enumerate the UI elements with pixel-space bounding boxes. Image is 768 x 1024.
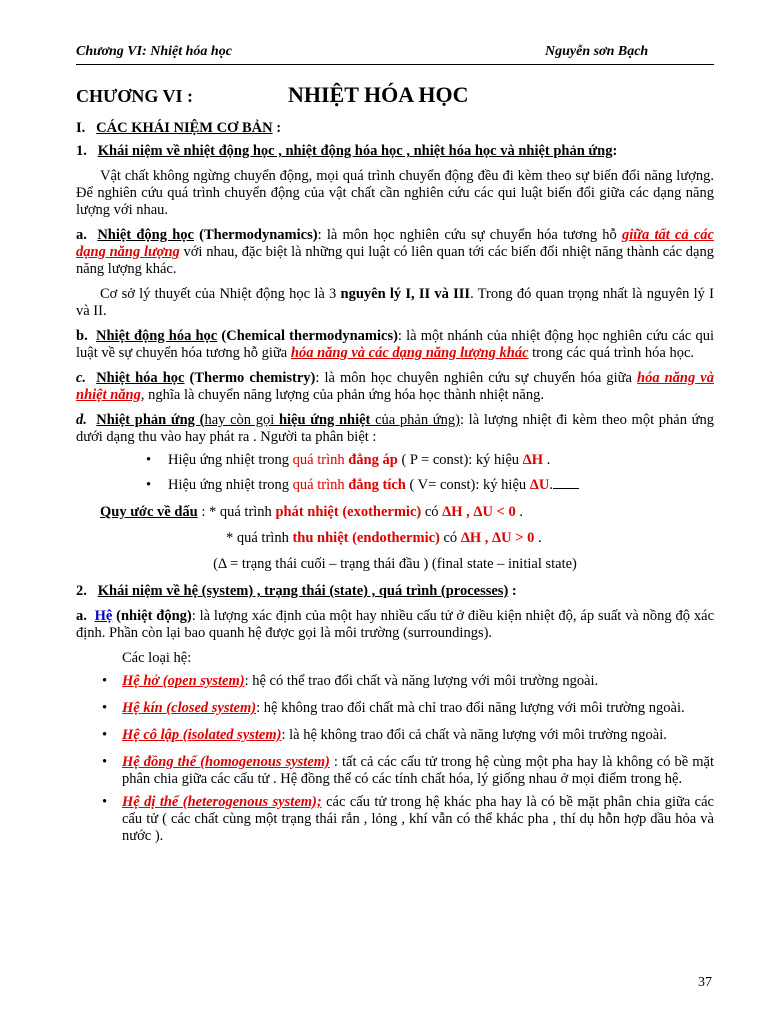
- chapter-title: [76, 82, 714, 114]
- text: : * quá trình: [197, 504, 276, 520]
- convention-label: Quy ước về dấu: [100, 504, 198, 520]
- section-title: CÁC KHÁI NIỆM CƠ BẢN: [96, 120, 273, 136]
- highlight-text: hóa năng và các dạng năng lượng khác: [290, 345, 529, 361]
- text: : là lượng nhiệt đi kèm theo một phản ứng dưới dạng thu vào hay phát ra . Người ta phân biệt :: [76, 412, 715, 445]
- text: .: [534, 530, 542, 546]
- system-type-term: Hệ hở (open system): [122, 673, 245, 689]
- red-bold-text: phát nhiệt (exothermic): [275, 504, 422, 520]
- item-colon: :: [612, 143, 618, 159]
- label-b: b.: [76, 328, 88, 344]
- bullet-icon: •: [102, 754, 108, 770]
- label-a: a.: [76, 227, 87, 243]
- term-chemical-thermodynamics: Nhiệt động hóa học: [96, 328, 218, 344]
- red-bold-text: đẳng áp: [348, 452, 398, 468]
- delta-note: (Δ = trạng thái cuối – trạng thái đầu ) (final state – initial state): [213, 556, 577, 572]
- text: .: [549, 477, 553, 493]
- bullet-icon: •: [146, 477, 152, 493]
- label-d: d.: [76, 412, 87, 428]
- bullet-icon: •: [102, 727, 108, 743]
- red-text: quá trình: [292, 477, 349, 493]
- highlight-text: hóa năng và nhiệt năng: [76, 370, 714, 403]
- section-suffix: :: [272, 120, 282, 136]
- text: , nghĩa là chuyển năng lượng của phản ứng hóa học thành nhiệt năng.: [140, 387, 544, 403]
- effect-item: [76, 477, 714, 494]
- sign-convention-line-2: [76, 530, 714, 547]
- item-title: Khái niệm về hệ (system) , trạng thái (state) , quá trình (processes): [97, 583, 509, 599]
- paragraph-a: [76, 227, 714, 278]
- item-number: 2.: [76, 583, 87, 599]
- paragraph-d: [76, 412, 714, 446]
- text: có: [421, 504, 443, 520]
- symbol: ΔH , ΔU < 0: [442, 504, 516, 520]
- text: : là một nhánh của nhiệt động học nghiên cứu các qui luật về sự chuyển hóa tương hỗ giữa: [76, 328, 714, 361]
- system-type-desc: : hệ có thể trao đổi chất và năng lượng với môi trường ngoài.: [244, 673, 599, 689]
- text: hay còn gọi: [204, 412, 279, 428]
- text: trong các quá trình hóa học.: [528, 345, 694, 361]
- term-system: Hệ: [94, 608, 113, 624]
- text: . Trong đó quan trọng nhất là nguyên lý I và II.: [76, 286, 714, 319]
- paragraph-b: [76, 328, 714, 362]
- system-type-term: Hệ đồng thể (homogenous system): [122, 754, 330, 770]
- effect-item: [76, 452, 714, 469]
- bullet-icon: •: [146, 452, 152, 468]
- bold-text: nguyên lý I, II và III: [340, 286, 471, 302]
- term-english: (Thermodynamics): [193, 227, 318, 243]
- page-number: 37: [698, 975, 712, 990]
- item-colon: :: [508, 583, 517, 599]
- text: : là môn học nghiên cứu sự chuyển hóa tương hỗ: [317, 227, 623, 243]
- text: * quá trình: [226, 530, 293, 546]
- item-title: Khái niệm về nhiệt động học , nhiệt động hóa học , nhiệt hóa học và nhiệt phản ứng: [97, 143, 613, 159]
- underline-rule: [553, 488, 579, 489]
- red-bold-text: thu nhiệt (endothermic): [292, 530, 440, 546]
- running-header: [76, 44, 714, 65]
- header-chapter: Chương VI: Nhiệt hóa học: [76, 44, 232, 59]
- section-heading-1: [76, 120, 714, 137]
- highlight-text: giữa tất cả các dạng năng lượng: [76, 227, 714, 260]
- main-content: [76, 82, 715, 845]
- paragraph-a2: [76, 286, 714, 320]
- intro-paragraph: Vật chất không ngừng chuyển động, mọi quá trình chuyển động đều đi kèm theo sự biến đổi năng lượng. Để nghiên cứu quá trình chuyển động của vật chất cần nghiên cứu các qui luật biến đổi giữa các dạng năng lượng với nhau.: [76, 168, 714, 218]
- system-type-item: [76, 700, 714, 717]
- text: Cơ sở lý thuyết của Nhiệt động học là 3: [100, 286, 341, 302]
- header-author: Nguyễn sơn Bạch: [545, 44, 649, 59]
- text: : là lượng xác định của một hay nhiều cấu tử ở điều kiện nhiệt độ, áp suất và nồng độ xác định. Phần còn lại bao quanh hệ được gọi là môi trường (surroundings).: [76, 608, 715, 641]
- term-thermochemistry: Nhiệt hóa học: [96, 370, 185, 386]
- chapter-label: CHƯƠNG VI :: [76, 86, 193, 106]
- system-type-term: Hệ dị thể (heterogenous system);: [122, 794, 322, 810]
- system-types-list: [76, 673, 714, 845]
- red-text: quá trình: [292, 452, 349, 468]
- text: .: [543, 452, 551, 468]
- section-number: I.: [76, 120, 86, 136]
- term-thermodynamics: Nhiệt động học: [97, 227, 194, 243]
- system-type-desc: : hệ không trao đổi chất mà chỉ trao đổi năng lượng với môi trường ngoài.: [256, 700, 685, 716]
- system-type-term: Hệ cô lập (isolated system): [122, 727, 282, 743]
- text: ( V= const): ký hiệu: [405, 477, 530, 493]
- text: của phản ứng): [370, 412, 460, 428]
- text: ( P = const): ký hiệu: [397, 452, 523, 468]
- term-english: (Chemical thermodynamics): [217, 328, 398, 344]
- bullet-icon: •: [102, 794, 108, 810]
- paragraph-c: [76, 370, 714, 404]
- system-type-item: [76, 727, 714, 744]
- system-types-intro: Các loại hệ:: [122, 650, 192, 666]
- system-type-term: Hệ kín (closed system): [122, 700, 257, 716]
- item-heading-2: [76, 583, 714, 600]
- system-type-item: [76, 754, 714, 788]
- text: .: [515, 504, 523, 520]
- text: Hiệu ứng nhiệt trong: [168, 477, 293, 493]
- item-heading-1: [76, 143, 714, 160]
- system-type-desc: các cấu tử trong hệ khác pha hay là có bề mặt phân chia giữa các cấu tử ( các chất cùng một trạng thái rắn , lỏng , khí vẫn có thể khác pha , thí dụ hỗn hợp dầu hỏa và nước ).: [122, 794, 714, 844]
- symbol: ΔU: [529, 477, 550, 493]
- label-a: a.: [76, 608, 87, 624]
- item-number: 1.: [76, 143, 87, 159]
- effect-list: [76, 452, 714, 494]
- text: với nhau, đặc biệt là những qui luật có liên quan tới các biến đổi nhiệt năng thành các dạng năng lượng khác.: [76, 244, 714, 277]
- text: : là môn học chuyên nghiên cứu sự chuyển hóa giữa: [315, 370, 637, 386]
- system-type-item: [76, 673, 714, 690]
- term-reaction-heat: Nhiệt phản ứng (: [96, 412, 205, 428]
- bullet-icon: •: [102, 700, 108, 716]
- label-c: c.: [76, 370, 87, 386]
- system-type-desc: : tất cả các cấu tử trong hệ cùng một pha hay là không có bề mặt phân chia giữa các cấu tử . Hệ đồng thể có các tính chất hóa, lý giống nhau ở mọi điểm trong hệ.: [122, 754, 714, 787]
- chapter-name: NHIỆT HÓA HỌC: [288, 82, 469, 107]
- red-bold-text: đẳng tích: [348, 477, 406, 493]
- paragraph-system: [76, 608, 714, 642]
- bold-text: hiệu ứng nhiệt: [278, 412, 371, 428]
- term-english: (Thermo chemistry): [184, 370, 316, 386]
- term-english: (nhiệt động): [112, 608, 192, 624]
- text: có: [439, 530, 461, 546]
- system-type-desc: : là hệ không trao đổi cả chất và năng lượng với môi trường ngoài.: [281, 727, 667, 743]
- system-type-item: [76, 794, 714, 845]
- bullet-icon: •: [102, 673, 108, 689]
- text: Hiệu ứng nhiệt trong: [168, 452, 293, 468]
- symbol: ΔH , ΔU > 0: [460, 530, 535, 546]
- sign-convention-line-1: [76, 504, 714, 521]
- symbol: ΔH: [522, 452, 544, 468]
